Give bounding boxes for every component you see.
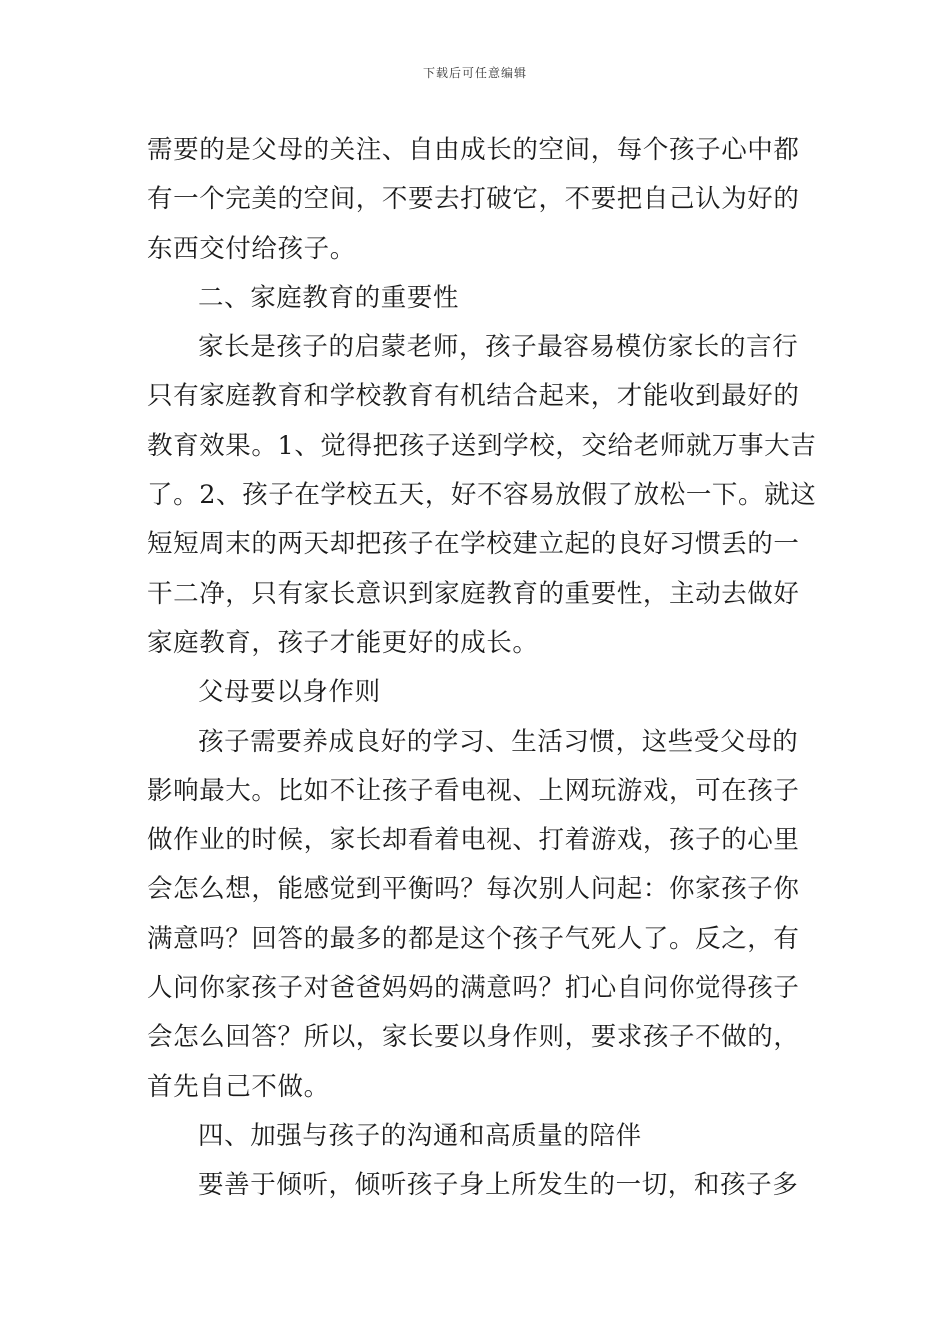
text-line: 四、加强与孩子的沟通和高质量的陪伴: [198, 1120, 642, 1151]
text-line: 父母要以身作则: [198, 677, 381, 708]
text-line: 教育效果。1、觉得把孩子送到学校，交给老师就万事大吉: [147, 430, 817, 461]
text-line: 只有家庭教育和学校教育有机结合起来，才能收到最好的: [147, 381, 800, 412]
text-line: 满意吗？回答的最多的都是这个孩子气死人了。反之，有: [147, 923, 800, 954]
text-line: 干二净，只有家长意识到家庭教育的重要性，主动去做好: [147, 578, 800, 609]
text-line: 短短周末的两天却把孩子在学校建立起的良好习惯丢的一: [147, 529, 800, 560]
text-line: 家庭教育，孩子才能更好的成长。: [147, 627, 539, 658]
text-line: 人问你家孩子对爸爸妈妈的满意吗？扪心自问你觉得孩子: [147, 973, 800, 1004]
text-line: 家长是孩子的启蒙老师，孩子最容易模仿家长的言行: [198, 332, 799, 363]
body-text: [147, 126, 817, 1211]
text-line: 有一个完美的空间，不要去打破它，不要把自己认为好的: [147, 184, 800, 215]
text-line: 东西交付给孩子。: [147, 233, 356, 264]
text-line: 做作业的时候，家长却看着电视、打着游戏，孩子的心里: [147, 825, 800, 856]
text-line: 会怎么回答？所以，家长要以身作则，要求孩子不做的，: [147, 1022, 800, 1053]
text-line: 会怎么想，能感觉到平衡吗？每次别人问起：你家孩子你: [147, 874, 800, 905]
text-line: 孩子需要养成良好的学习、生活习惯，这些受父母的: [198, 726, 799, 757]
text-line: 了。2、孩子在学校五天，好不容易放假了放松一下。就这: [147, 480, 817, 511]
text-line: 首先自己不做。: [147, 1071, 330, 1102]
text-line: 需要的是父母的关注、自由成长的空间，每个孩子心中都: [147, 135, 800, 165]
text-line: 二、家庭教育的重要性: [198, 282, 460, 313]
text-line: 影响最大。比如不让孩子看电视、上网玩游戏，可在孩子: [147, 775, 800, 806]
page-header-note: 下载后可任意编辑: [422, 66, 527, 80]
text-line: 要善于倾听，倾听孩子身上所发生的一切，和孩子多: [198, 1170, 799, 1201]
